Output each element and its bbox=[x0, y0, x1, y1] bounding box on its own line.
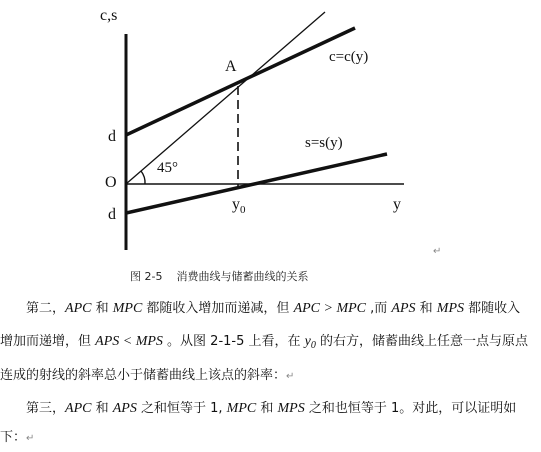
math-aps: APS bbox=[391, 301, 416, 316]
math-apc: APC bbox=[65, 301, 92, 316]
math-mps-2: MPS bbox=[277, 401, 305, 416]
y0-subscript: 0 bbox=[240, 204, 246, 216]
paragraph-2-line-2: 下：↵ bbox=[0, 430, 35, 445]
y0-label: $y_0$ bbox=[232, 196, 246, 216]
figure-caption bbox=[130, 268, 308, 284]
consumption-curve-label: c=c(y) bbox=[329, 49, 369, 65]
return-mark-p1: ↵ bbox=[286, 371, 295, 382]
angle-arc bbox=[141, 171, 145, 184]
saving-curve-label: s=s(y) bbox=[305, 135, 343, 151]
math-aps-2: APS bbox=[112, 401, 137, 416]
paragraph-1-line-3: 连成的射线的斜率总小于储蓄曲线上该点的斜率：↵ bbox=[0, 368, 295, 383]
math-apc-2: APC bbox=[65, 401, 92, 416]
math-mpc-2: MPC bbox=[226, 401, 257, 416]
paragraph-1-line-2: 增加而递增，但 APS < MPS 。从图 2-1-5 上看，在 $y_0$ 的右方，储蓄曲线上任意一点与原点 bbox=[0, 334, 528, 351]
math-y0: $y_0$ bbox=[304, 334, 316, 351]
return-mark-figure: ↵ bbox=[433, 246, 442, 257]
intercept-bottom-label: d bbox=[108, 206, 116, 223]
y-axis-label: c,s bbox=[100, 7, 118, 24]
origin-label: O bbox=[105, 174, 117, 191]
paragraph-2-line-1: 第三，APC 和 APS 之和恒等于 1, MPC 和 MPS 之和也恒等于 1。对此，可以证明如 bbox=[26, 401, 517, 416]
point-a-label: A bbox=[225, 58, 237, 75]
caption-text: 消费曲线与储蓄曲线的关系 bbox=[176, 270, 309, 283]
return-mark-p2: ↵ bbox=[26, 433, 35, 444]
paragraph-1-line-1: 第二，APC 和 MPC 都随收入增加而递减，但 APC > MPC ,而 APS 和 MPS 都随收入 bbox=[26, 301, 521, 316]
math-aps-lt-mps: APS < MPS bbox=[95, 334, 163, 349]
caption-number: 图 2-5 bbox=[130, 270, 163, 283]
math-mpc: MPC bbox=[112, 301, 143, 316]
math-mps: MPS bbox=[436, 301, 465, 316]
math-apc-gt-mpc: APC > MPC bbox=[293, 301, 367, 316]
forty-five-degree-line bbox=[126, 12, 325, 184]
angle-label: 45° bbox=[157, 160, 178, 176]
x-axis-label: y bbox=[393, 196, 401, 213]
consumption-line bbox=[126, 28, 355, 135]
intercept-top-label: d bbox=[108, 128, 116, 145]
